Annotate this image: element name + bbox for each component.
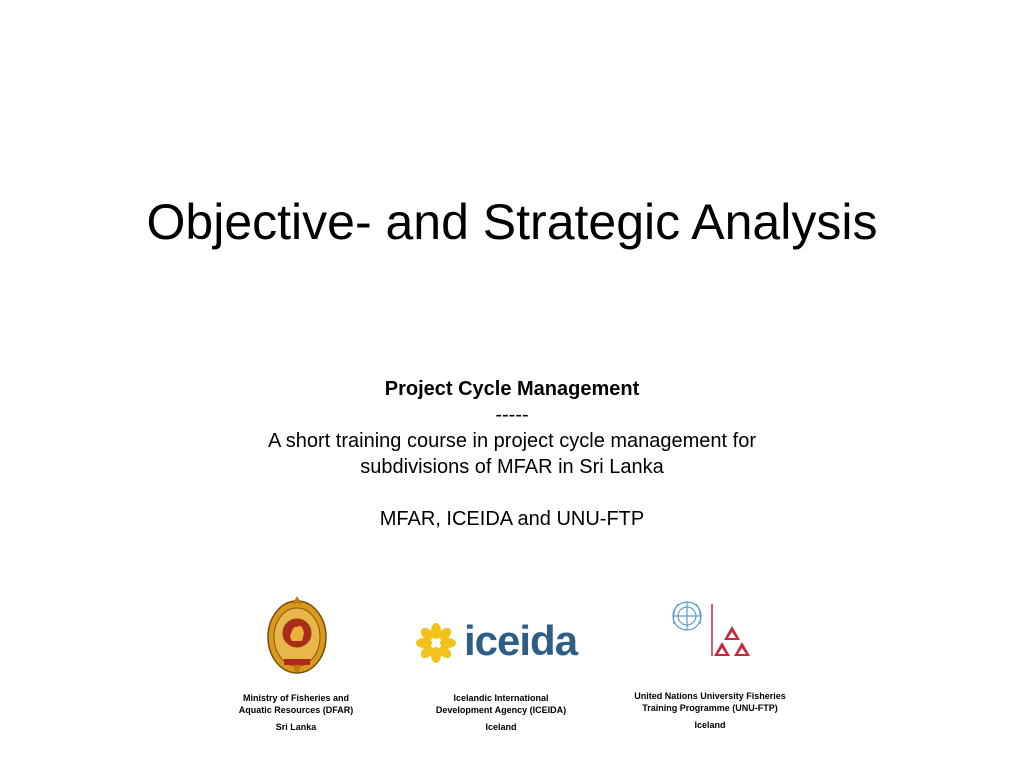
iceida-logo-icon — [414, 618, 590, 668]
separator: ----- — [495, 404, 529, 426]
un-emblem-icon — [668, 598, 758, 670]
description-line-1: A short training course in project cycle management for — [267, 430, 757, 452]
description-line-2: subdivisions of MFAR in Sri Lanka — [360, 456, 664, 478]
dfar-caption-line-1: Ministry of Fisheries and — [242, 693, 350, 703]
course-name: Project Cycle Management — [384, 378, 640, 400]
unu-ftp-caption-line-1: United Nations University Fisheries — [634, 691, 786, 701]
slide-title: Objective- and Strategic Analysis — [146, 194, 878, 250]
dfar-country: Sri Lanka — [275, 722, 317, 732]
iceida-caption-line-2: Development Agency (ICEIDA) — [435, 705, 567, 715]
dfar-caption — [206, 692, 386, 733]
iceida-country: Iceland — [485, 722, 517, 732]
sri-lanka-emblem-icon — [266, 593, 328, 675]
unu-ftp-country: Iceland — [694, 720, 726, 730]
unu-ftp-caption — [610, 690, 810, 731]
organisers: MFAR, ICEIDA and UNU-FTP — [379, 508, 645, 530]
iceida-caption-line-1: Icelandic International — [453, 693, 549, 703]
iceida-flower-icon — [416, 623, 456, 663]
iceida-wordmark: iceida — [464, 617, 578, 664]
dfar-caption-line-2: Aquatic Resources (DFAR) — [238, 705, 354, 715]
unu-ftp-caption-line-2: Training Programme (UNU-FTP) — [642, 703, 778, 713]
slide-subtitle — [100, 376, 924, 532]
iceida-caption — [411, 692, 591, 733]
